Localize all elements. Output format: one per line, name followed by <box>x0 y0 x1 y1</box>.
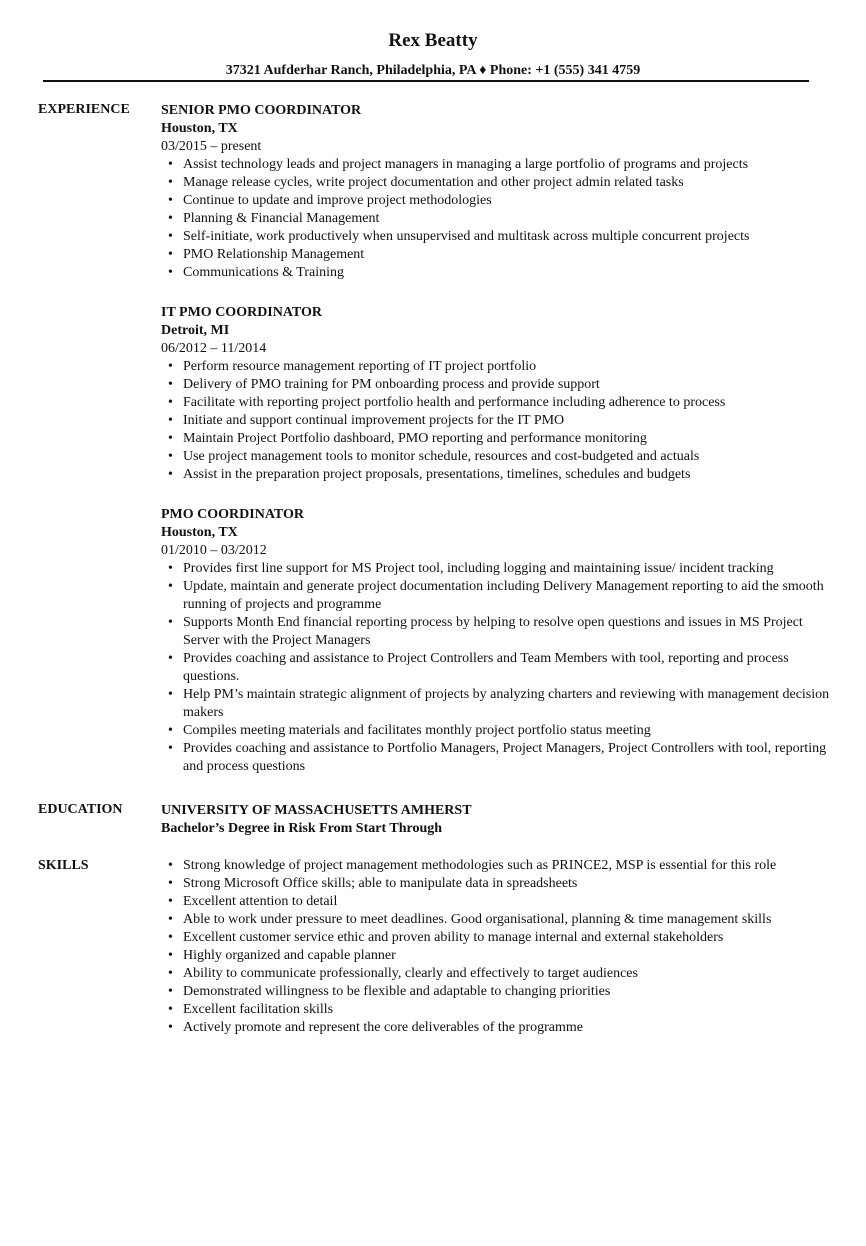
list-item: • Assist technology leads and project managers in managing a large portfolio of programs and projects <box>161 156 831 174</box>
list-item: • Provides coaching and assistance to Project Controllers and Team Members with tool, reporting and process questions. <box>161 650 831 686</box>
job-location: Houston, TX <box>161 525 238 540</box>
experience-heading: EXPERIENCE <box>38 102 130 117</box>
list-item: • Continue to update and improve project methodologies <box>161 192 831 210</box>
list-item: • Help PM’s maintain strategic alignment of projects by analyzing charters and reviewing with management decision makers <box>161 686 831 722</box>
list-item: • Actively promote and represent the core deliverables of the programme <box>161 1019 831 1037</box>
list-item: • Self-initiate, work productively when unsupervised and multitask across multiple concurrent projects <box>161 228 831 246</box>
list-item: • Provides coaching and assistance to Portfolio Managers, Project Managers, Project Controllers with tool, reporting and process questions <box>161 740 831 776</box>
skills-list-wrap <box>161 857 831 1037</box>
list-item: • Demonstrated willingness to be flexible and adaptable to changing priorities <box>161 983 831 1001</box>
skills-list <box>161 857 831 1037</box>
list-item: • Provides first line support for MS Project tool, including logging and maintaining issue/ incident tracking <box>161 560 831 578</box>
list-item: • Maintain Project Portfolio dashboard, PMO reporting and performance monitoring <box>161 430 831 448</box>
job-title: PMO COORDINATOR <box>161 507 304 522</box>
job-dates: 01/2010 – 03/2012 <box>161 543 267 558</box>
list-item: • Delivery of PMO training for PM onboarding process and provide support <box>161 376 831 394</box>
header-divider <box>43 80 809 82</box>
job-title: SENIOR PMO COORDINATOR <box>161 103 362 118</box>
contact-line: 37321 Aufderhar Ranch, Philadelphia, PA ♦ Phone: +1 (555) 341 4759 <box>225 63 641 78</box>
list-item: • Facilitate with reporting project portfolio health and performance including adherence to process <box>161 394 831 412</box>
job-bullets <box>161 358 831 484</box>
list-item: • Communications & Training <box>161 264 831 282</box>
list-item: • Compiles meeting materials and facilitates monthly project portfolio status meeting <box>161 722 831 740</box>
degree: Bachelor’s Degree in Risk From Start Through <box>161 821 443 836</box>
list-item: • Planning & Financial Management <box>161 210 831 228</box>
education-heading: EDUCATION <box>38 802 123 817</box>
list-item: • Highly organized and capable planner <box>161 947 831 965</box>
list-item: • Assist in the preparation project proposals, presentations, timelines, schedules and budgets <box>161 466 831 484</box>
job-entry <box>161 304 831 484</box>
list-item: • Able to work under pressure to meet deadlines. Good organisational, planning & time management skills <box>161 911 831 929</box>
job-entry <box>161 506 831 776</box>
list-item: • Strong knowledge of project management methodologies such as PRINCE2, MSP is essential for this role <box>161 857 831 875</box>
skills-heading: SKILLS <box>38 858 89 873</box>
list-item: • Excellent attention to detail <box>161 893 831 911</box>
job-location: Houston, TX <box>161 121 238 136</box>
job-location: Detroit, MI <box>161 323 230 338</box>
job-entry <box>161 102 831 282</box>
list-item: • Perform resource management reporting of IT project portfolio <box>161 358 831 376</box>
job-dates: 03/2015 – present <box>161 139 262 154</box>
list-item: • Ability to communicate professionally, clearly and effectively to target audiences <box>161 965 831 983</box>
list-item: • Excellent facilitation skills <box>161 1001 831 1019</box>
list-item: • Excellent customer service ethic and proven ability to manage internal and external stakeholders <box>161 929 831 947</box>
candidate-name: Rex Beatty <box>388 30 478 51</box>
list-item: • Strong Microsoft Office skills; able to manipulate data in spreadsheets <box>161 875 831 893</box>
list-item: • Use project management tools to monitor schedule, resources and cost-budgeted and actuals <box>161 448 831 466</box>
list-item: • Supports Month End financial reporting process by helping to resolve open questions and issues in MS Project Server with the Project Managers <box>161 614 831 650</box>
list-item: • PMO Relationship Management <box>161 246 831 264</box>
job-dates: 06/2012 – 11/2014 <box>161 341 267 356</box>
list-item: • Manage release cycles, write project documentation and other project admin related tasks <box>161 174 831 192</box>
list-item: • Initiate and support continual improvement projects for the IT PMO <box>161 412 831 430</box>
education-entry <box>161 802 831 838</box>
job-bullets <box>161 156 831 282</box>
school-name: UNIVERSITY OF MASSACHUSETTS AMHERST <box>161 803 472 818</box>
job-bullets <box>161 560 831 776</box>
job-title: IT PMO COORDINATOR <box>161 305 323 320</box>
list-item: • Update, maintain and generate project documentation including Delivery Management reporting to aid the smooth running of projects and programme <box>161 578 831 614</box>
